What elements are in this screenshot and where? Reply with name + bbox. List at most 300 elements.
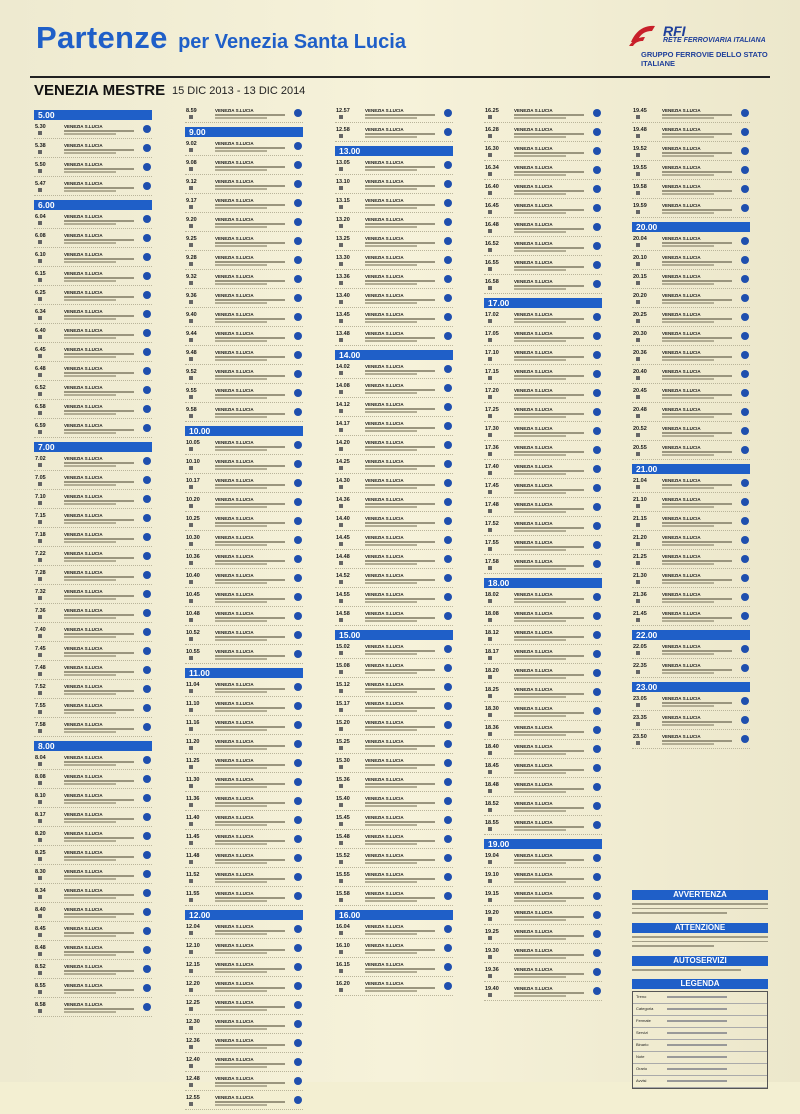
departure-time: 10.36: [186, 554, 200, 560]
departure-time: 19.40: [485, 986, 499, 992]
departure-time: 9.20: [186, 217, 197, 223]
departure-row: [335, 872, 453, 887]
platform-badge-icon: [294, 161, 302, 169]
train-type-icon: [339, 822, 343, 826]
destination-label: VENEZIA S.LUCIA: [215, 701, 254, 706]
destination-label: VENEZIA S.LUCIA: [64, 162, 103, 167]
platform-badge-icon: [444, 498, 452, 506]
train-type-icon: [189, 414, 193, 418]
departure-row: [632, 696, 750, 711]
logo-brand: RFI: [663, 23, 686, 39]
stops-text: [64, 220, 134, 222]
destination-label: VENEZIA S.LUCIA: [64, 1002, 103, 1007]
platform-badge-icon: [143, 253, 151, 261]
departure-time: 18.40: [485, 744, 499, 750]
departure-time: 10.17: [186, 478, 200, 484]
stops-text: [365, 688, 435, 690]
departure-time: 7.18: [35, 532, 46, 538]
train-type-icon: [488, 395, 492, 399]
platform-badge-icon: [143, 329, 151, 337]
departure-time: 19.04: [485, 853, 499, 859]
notes-text: [514, 155, 566, 157]
destination-label: VENEZIA S.LUCIA: [365, 834, 404, 839]
departure-row: [632, 554, 750, 569]
legend-row-label: Treno: [636, 994, 647, 999]
train-type-icon: [189, 224, 193, 228]
train-type-icon: [488, 153, 492, 157]
notes-text: [365, 506, 417, 508]
notes-text: [365, 900, 417, 902]
stops-text: [365, 465, 435, 467]
departure-time: 13.25: [336, 236, 350, 242]
departure-row: [632, 445, 750, 460]
departure-time: 7.58: [35, 722, 46, 728]
destination-label: VENEZIA S.LUCIA: [662, 146, 701, 151]
departure-row: [185, 141, 303, 156]
destination-label: VENEZIA S.LUCIA: [662, 407, 701, 412]
platform-badge-icon: [593, 128, 601, 136]
departure-time: 11.40: [186, 815, 200, 821]
train-type-icon: [488, 770, 492, 774]
stops-text: [365, 579, 435, 581]
stops-text: [64, 761, 134, 763]
train-type-icon: [339, 390, 343, 394]
train-type-icon: [339, 262, 343, 266]
departure-time: 21.30: [633, 573, 647, 579]
platform-badge-icon: [444, 275, 452, 283]
destination-label: VENEZIA S.LUCIA: [64, 475, 103, 480]
departure-row: [34, 812, 152, 827]
departure-time: 9.52: [186, 369, 197, 375]
notes-text: [64, 1011, 116, 1013]
stops-text: [662, 133, 732, 135]
departure-row: [335, 701, 453, 716]
platform-badge-icon: [741, 408, 749, 416]
departure-time: 6.48: [35, 366, 46, 372]
departure-time: 21.45: [633, 611, 647, 617]
destination-label: VENEZIA S.LUCIA: [64, 812, 103, 817]
platform-badge-icon: [143, 889, 151, 897]
rfi-logo-icon: [627, 22, 657, 48]
departure-row: [335, 255, 453, 270]
departure-time: 7.05: [35, 475, 46, 481]
platform-badge-icon: [444, 256, 452, 264]
departure-time: 21.10: [633, 497, 647, 503]
platform-badge-icon: [593, 166, 601, 174]
stops-text: [514, 712, 584, 714]
notes-text: [662, 302, 714, 304]
destination-label: VENEZIA S.LUCIA: [365, 293, 404, 298]
platform-badge-icon: [593, 873, 601, 881]
departure-row: [34, 532, 152, 547]
stops-text: [365, 949, 435, 951]
destination-label: VENEZIA S.LUCIA: [365, 383, 404, 388]
departure-row: [484, 668, 602, 683]
destination-label: VENEZIA S.LUCIA: [215, 274, 254, 279]
destination-label: VENEZIA S.LUCIA: [662, 255, 701, 260]
destination-label: VENEZIA S.LUCIA: [514, 801, 553, 806]
notes-text: [215, 620, 267, 622]
platform-badge-icon: [741, 645, 749, 653]
stops-text: [662, 190, 732, 192]
notes-text: [365, 117, 417, 119]
notes-text: [662, 397, 714, 399]
platform-badge-icon: [593, 147, 601, 155]
departure-row: [632, 592, 750, 607]
stops-text: [514, 489, 584, 491]
departure-row: [34, 347, 152, 362]
train-type-icon: [636, 452, 640, 456]
platform-badge-icon: [444, 721, 452, 729]
destination-label: VENEZIA S.LUCIA: [64, 793, 103, 798]
stops-text: [215, 949, 285, 951]
train-type-icon: [339, 466, 343, 470]
notes-text: [64, 973, 116, 975]
stops-text: [514, 527, 584, 529]
stops-text: [64, 837, 134, 839]
departure-row: [484, 649, 602, 664]
stops-text: [514, 209, 584, 211]
destination-label: VENEZIA S.LUCIA: [215, 535, 254, 540]
destination-label: VENEZIA S.LUCIA: [365, 255, 404, 260]
platform-badge-icon: [444, 925, 452, 933]
departure-time: 20.10: [633, 255, 647, 261]
destination-label: VENEZIA S.LUCIA: [514, 820, 553, 825]
train-type-icon: [339, 205, 343, 209]
departure-row: [335, 236, 453, 251]
notes-text: [365, 601, 417, 603]
platform-badge-icon: [143, 794, 151, 802]
departure-row: [34, 271, 152, 286]
stops-text: [662, 394, 732, 396]
train-type-icon: [38, 990, 42, 994]
destination-label: VENEZIA S.LUCIA: [662, 478, 701, 483]
platform-badge-icon: [294, 593, 302, 601]
notes-text: [64, 522, 116, 524]
stops-text: [64, 894, 134, 896]
destination-label: VENEZIA S.LUCIA: [662, 331, 701, 336]
departure-row: [185, 720, 303, 735]
train-type-icon: [488, 618, 492, 622]
stops-text: [215, 204, 285, 206]
stops-text: [215, 745, 285, 747]
departure-time: 13.45: [336, 312, 350, 318]
departure-time: 17.20: [485, 388, 499, 394]
notes-text: [662, 416, 714, 418]
train-type-icon: [189, 167, 193, 171]
departure-row: [34, 162, 152, 177]
platform-badge-icon: [741, 294, 749, 302]
train-type-icon: [189, 618, 193, 622]
train-type-icon: [189, 1102, 193, 1106]
departure-time: 8.58: [35, 1002, 46, 1008]
departure-time: 15.40: [336, 796, 350, 802]
train-type-icon: [189, 338, 193, 342]
destination-label: VENEZIA S.LUCIA: [662, 644, 701, 649]
departure-time: 11.55: [186, 891, 200, 897]
platform-badge-icon: [143, 756, 151, 764]
train-type-icon: [339, 689, 343, 693]
departure-row: [335, 891, 453, 906]
departure-row: [335, 739, 453, 754]
departure-time: 11.16: [186, 720, 200, 726]
stops-text: [215, 147, 285, 149]
departure-row: [335, 796, 453, 811]
notes-text: [365, 971, 417, 973]
departure-row: [484, 725, 602, 740]
train-type-icon: [189, 205, 193, 209]
destination-label: VENEZIA S.LUCIA: [514, 891, 553, 896]
train-type-icon: [339, 447, 343, 451]
notes-text: [514, 734, 566, 736]
departure-time: 10.52: [186, 630, 200, 636]
platform-badge-icon: [294, 1020, 302, 1028]
notes-text: [514, 601, 566, 603]
platform-badge-icon: [593, 446, 601, 454]
platform-badge-icon: [143, 666, 151, 674]
train-type-icon: [38, 539, 42, 543]
departure-time: 6.04: [35, 214, 46, 220]
departure-row: [632, 573, 750, 588]
stops-text: [365, 745, 435, 747]
departure-row: [484, 853, 602, 868]
departure-row: [185, 554, 303, 569]
train-type-icon: [339, 338, 343, 342]
departure-row: [335, 198, 453, 213]
train-type-icon: [488, 808, 492, 812]
platform-badge-icon: [593, 612, 601, 620]
notes-text: [215, 169, 267, 171]
platform-badge-icon: [294, 982, 302, 990]
notes-text: [215, 1047, 267, 1049]
notes-text: [662, 117, 714, 119]
destination-label: VENEZIA S.LUCIA: [365, 777, 404, 782]
stops-text: [64, 970, 134, 972]
destination-label: VENEZIA S.LUCIA: [662, 497, 701, 502]
notes-text: [514, 829, 566, 831]
train-type-icon: [636, 319, 640, 323]
platform-badge-icon: [741, 536, 749, 544]
destination-label: VENEZIA S.LUCIA: [215, 1000, 254, 1005]
departure-row: [34, 143, 152, 158]
train-type-icon: [339, 746, 343, 750]
platform-badge-icon: [444, 218, 452, 226]
departure-time: 9.48: [186, 350, 197, 356]
destination-label: VENEZIA S.LUCIA: [662, 312, 701, 317]
destination-label: VENEZIA S.LUCIA: [64, 907, 103, 912]
train-type-icon: [339, 969, 343, 973]
platform-badge-icon: [593, 109, 601, 117]
departure-time: 9.28: [186, 255, 197, 261]
platform-badge-icon: [593, 764, 601, 772]
platform-badge-icon: [143, 723, 151, 731]
platform-badge-icon: [143, 386, 151, 394]
destination-label: VENEZIA S.LUCIA: [64, 722, 103, 727]
departure-time: 17.15: [485, 369, 499, 375]
train-type-icon: [189, 656, 193, 660]
stops-text: [64, 481, 134, 483]
notes-text: [514, 995, 566, 997]
stops-text: [514, 432, 584, 434]
stops-text: [215, 821, 285, 823]
departure-row: [34, 494, 152, 509]
destination-label: VENEZIA S.LUCIA: [64, 684, 103, 689]
platform-badge-icon: [741, 313, 749, 321]
notes-text: [215, 639, 267, 641]
platform-badge-icon: [593, 522, 601, 530]
notes-text: [215, 786, 267, 788]
station-name: VENEZIA MESTRE: [34, 82, 166, 99]
departure-time: 13.05: [336, 160, 350, 166]
departure-row: [335, 274, 453, 289]
train-type-icon: [189, 708, 193, 712]
stops-text: [64, 519, 134, 521]
departure-time: 8.59: [186, 108, 197, 114]
departure-time: 14.45: [336, 535, 350, 541]
notes-text: [514, 639, 566, 641]
stops-text: [662, 114, 732, 116]
departure-time: 6.15: [35, 271, 46, 277]
departure-row: [484, 929, 602, 944]
stops-text: [662, 484, 732, 486]
stops-text: [215, 1044, 285, 1046]
train-type-icon: [189, 860, 193, 864]
train-type-icon: [189, 281, 193, 285]
destination-label: VENEZIA S.LUCIA: [514, 668, 553, 673]
departure-row: [632, 734, 750, 749]
platform-badge-icon: [143, 609, 151, 617]
destination-label: VENEZIA S.LUCIA: [365, 962, 404, 967]
departure-row: [335, 383, 453, 398]
platform-badge-icon: [294, 835, 302, 843]
destination-label: VENEZIA S.LUCIA: [514, 782, 553, 787]
train-type-icon: [189, 931, 193, 935]
departure-time: 16.45: [485, 203, 499, 209]
train-type-icon: [339, 485, 343, 489]
departure-row: [484, 241, 602, 256]
destination-label: VENEZIA S.LUCIA: [514, 611, 553, 616]
stops-text: [215, 878, 285, 880]
platform-badge-icon: [593, 541, 601, 549]
notes-text: [215, 805, 267, 807]
notes-text: [365, 321, 417, 323]
departure-row: [484, 763, 602, 778]
platform-badge-icon: [593, 707, 601, 715]
notes-text: [215, 767, 267, 769]
destination-label: VENEZIA S.LUCIA: [365, 573, 404, 578]
destination-label: VENEZIA S.LUCIA: [215, 981, 254, 986]
train-type-icon: [636, 262, 640, 266]
destination-label: VENEZIA S.LUCIA: [215, 739, 254, 744]
train-type-icon: [38, 240, 42, 244]
departure-time: 8.30: [35, 869, 46, 875]
stops-text: [64, 951, 134, 953]
destination-label: VENEZIA S.LUCIA: [215, 554, 254, 559]
notes-text: [365, 990, 417, 992]
departure-row: [632, 663, 750, 678]
departure-time: 17.45: [485, 483, 499, 489]
stops-text: [64, 258, 134, 260]
destination-label: VENEZIA S.LUCIA: [215, 312, 254, 317]
departure-time: 17.52: [485, 521, 499, 527]
train-type-icon: [339, 186, 343, 190]
departure-row: [185, 924, 303, 939]
platform-badge-icon: [444, 816, 452, 824]
destination-label: VENEZIA S.LUCIA: [514, 222, 553, 227]
stops-text: [365, 133, 435, 135]
train-type-icon: [636, 191, 640, 195]
stops-text: [215, 261, 285, 263]
notes-text: [662, 321, 714, 323]
departure-time: 20.20: [633, 293, 647, 299]
legend-row-description: [667, 1032, 727, 1034]
notes-text: [64, 636, 116, 638]
departure-row: [185, 853, 303, 868]
departure-row: [484, 165, 602, 180]
notes-text: [64, 674, 116, 676]
destination-label: VENEZIA S.LUCIA: [365, 554, 404, 559]
timetable-column: [335, 108, 453, 1000]
destination-label: VENEZIA S.LUCIA: [64, 233, 103, 238]
platform-badge-icon: [741, 332, 749, 340]
train-type-icon: [38, 411, 42, 415]
platform-badge-icon: [294, 702, 302, 710]
destination-label: VENEZIA S.LUCIA: [64, 888, 103, 893]
train-type-icon: [189, 561, 193, 565]
departure-time: 18.17: [485, 649, 499, 655]
notes-text: [64, 432, 116, 434]
stops-text: [215, 394, 285, 396]
notes-text: [514, 454, 566, 456]
departure-row: [335, 962, 453, 977]
train-type-icon: [339, 371, 343, 375]
train-type-icon: [636, 172, 640, 176]
destination-label: VENEZIA S.LUCIA: [514, 502, 553, 507]
destination-label: VENEZIA S.LUCIA: [662, 445, 701, 450]
departure-time: 6.10: [35, 252, 46, 258]
train-type-icon: [636, 433, 640, 437]
notes-text: [662, 653, 714, 655]
departure-time: 14.40: [336, 516, 350, 522]
departure-time: 15.17: [336, 701, 350, 707]
notes-text: [215, 226, 267, 228]
departure-time: 9.40: [186, 312, 197, 318]
departure-row: [335, 364, 453, 379]
platform-badge-icon: [143, 832, 151, 840]
platform-badge-icon: [444, 403, 452, 411]
notes-text: [514, 919, 566, 921]
stops-text: [514, 807, 584, 809]
stops-text: [215, 280, 285, 282]
train-type-icon: [339, 599, 343, 603]
departure-row: [484, 948, 602, 963]
platform-badge-icon: [444, 645, 452, 653]
stops-text: [215, 764, 285, 766]
stops-text: [215, 522, 285, 524]
stops-text: [514, 247, 584, 249]
platform-badge-icon: [294, 370, 302, 378]
stops-text: [365, 408, 435, 410]
notes-text: [215, 397, 267, 399]
legend-row: [633, 1016, 767, 1028]
destination-label: VENEZIA S.LUCIA: [64, 703, 103, 708]
departure-time: 18.48: [485, 782, 499, 788]
departure-time: 16.58: [485, 279, 499, 285]
destination-label: VENEZIA S.LUCIA: [64, 589, 103, 594]
departure-time: 8.34: [35, 888, 46, 894]
stops-text: [365, 930, 435, 932]
train-type-icon: [339, 243, 343, 247]
